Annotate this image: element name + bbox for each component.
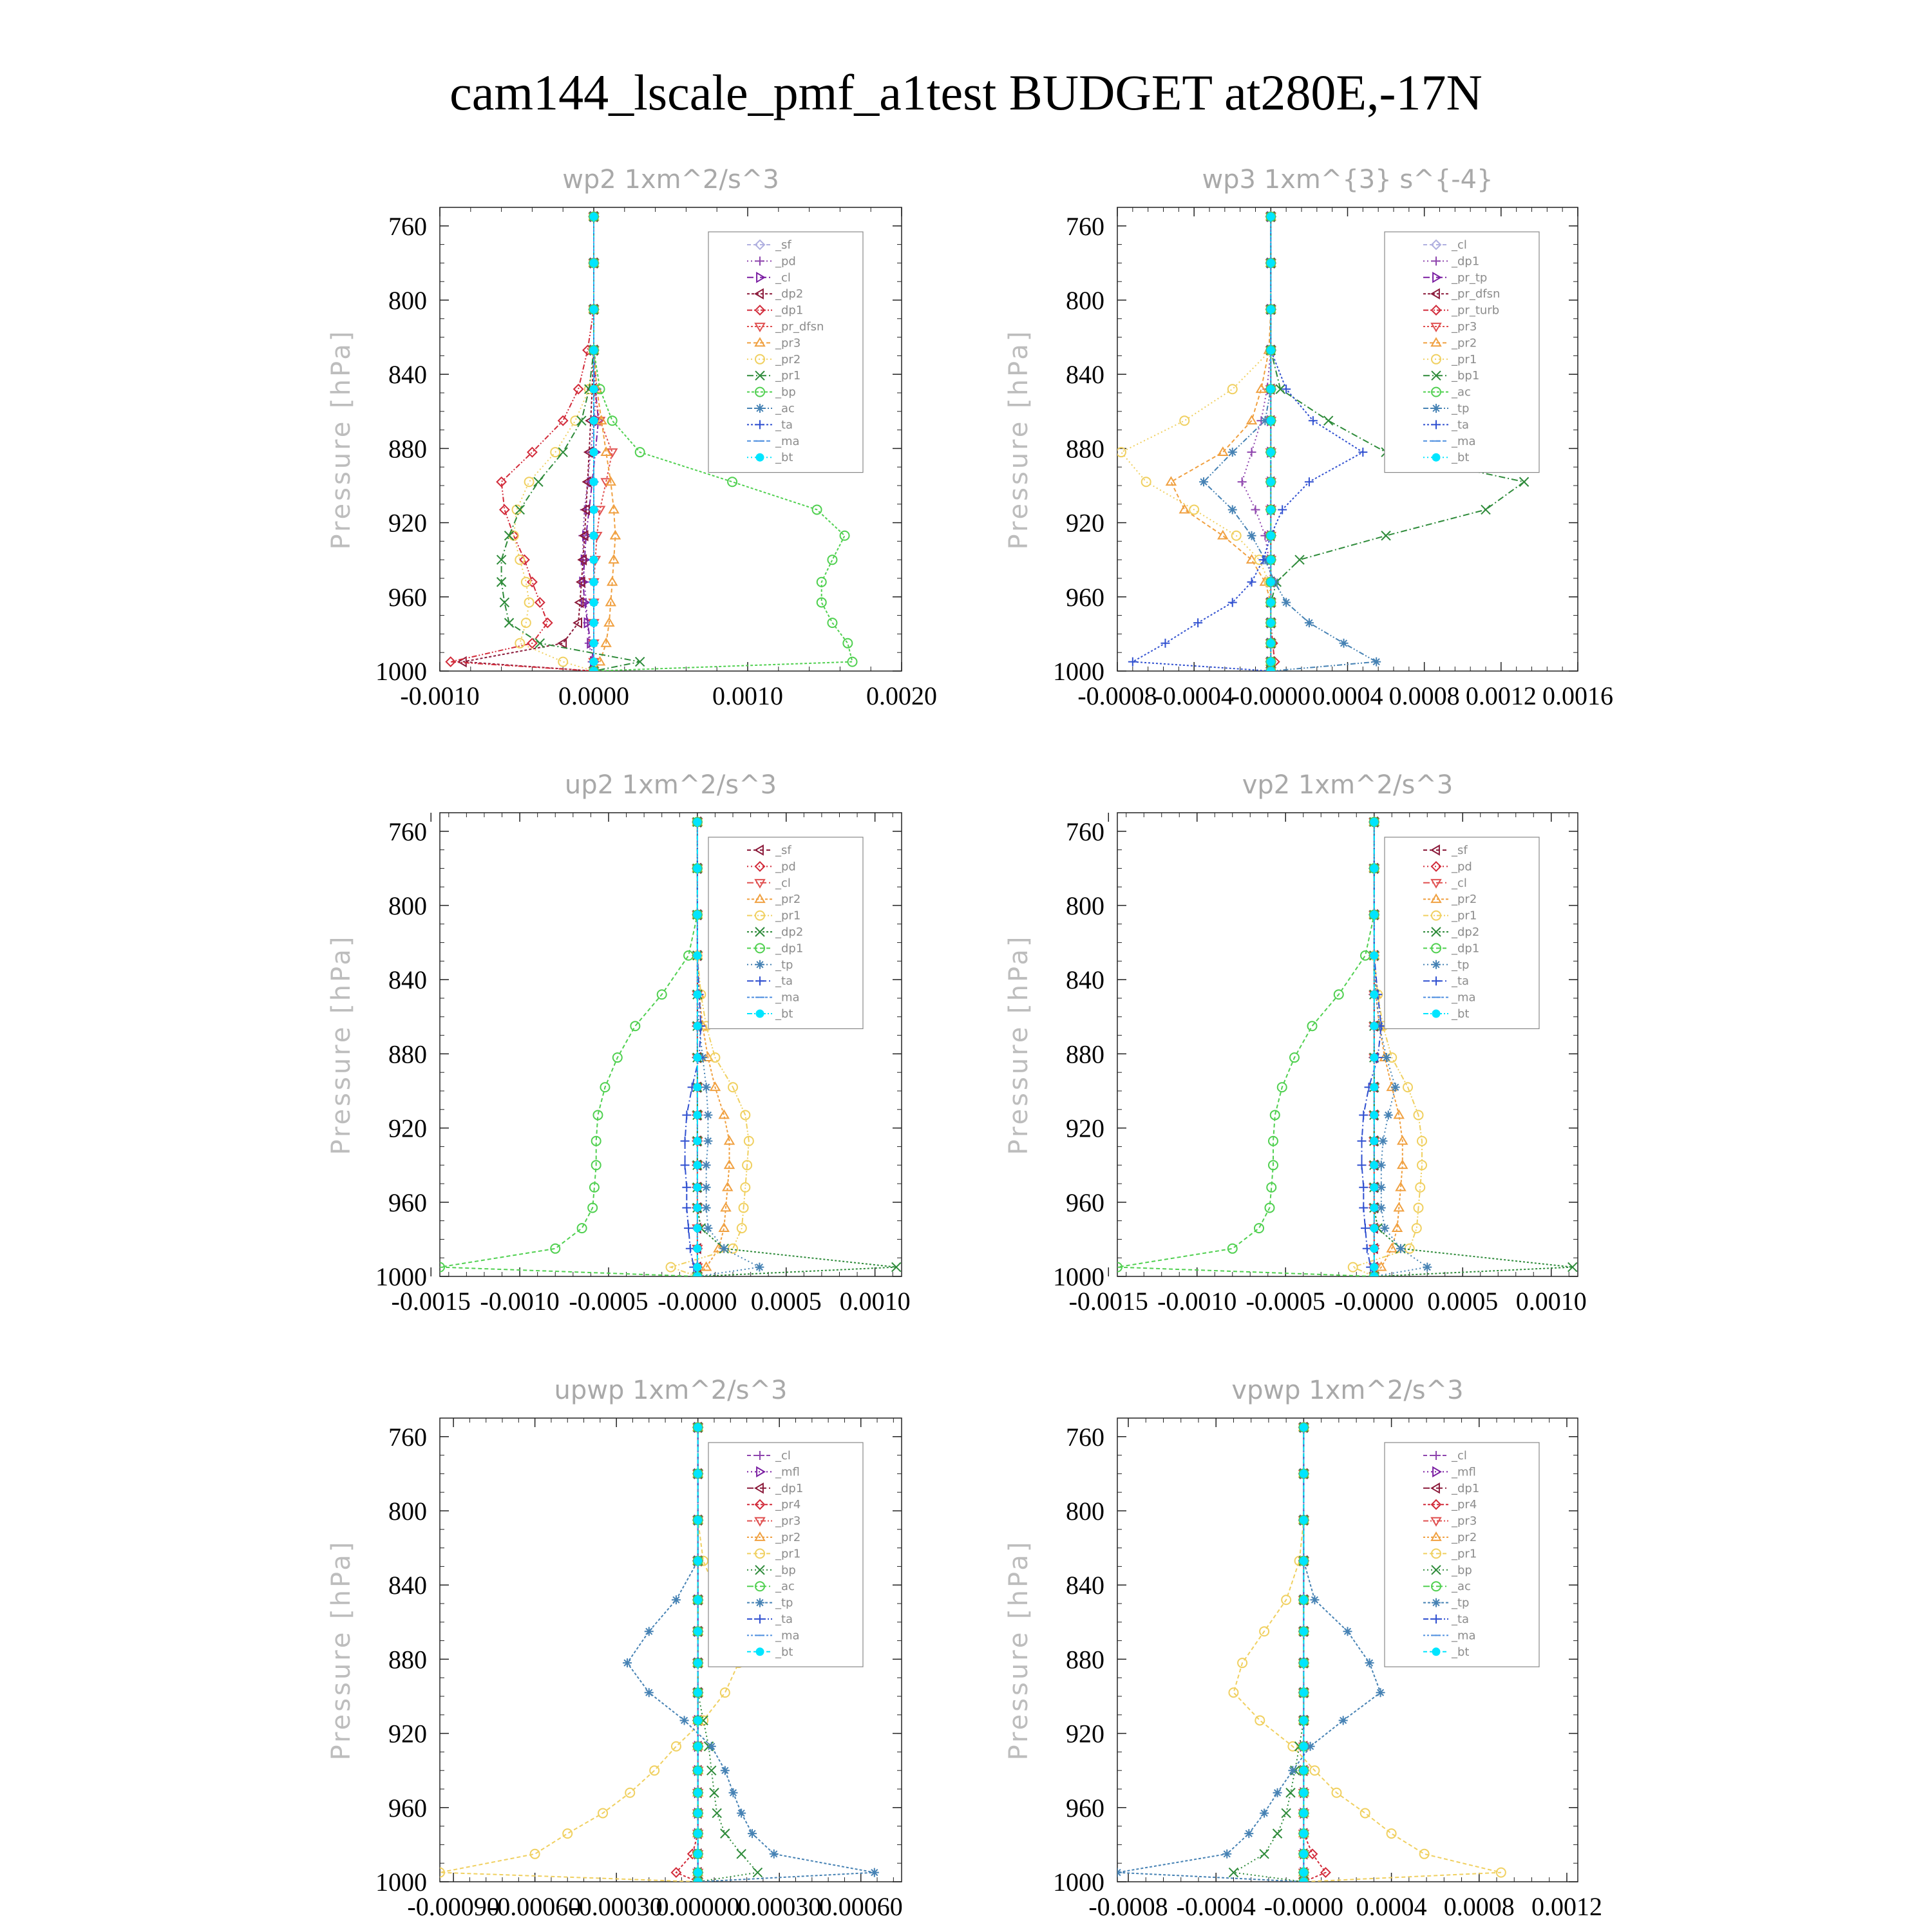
data-point-bt bbox=[694, 1470, 702, 1477]
legend-label: _pr1 bbox=[775, 369, 801, 383]
legend-marker bbox=[755, 404, 764, 413]
data-point-bt bbox=[694, 952, 701, 960]
data-point-bt bbox=[1370, 1137, 1378, 1145]
legend bbox=[1385, 232, 1539, 473]
x-tick-label: 0.0008 bbox=[1388, 681, 1460, 710]
legend-label: _pd bbox=[1452, 860, 1472, 874]
x-tick-label: 0.0020 bbox=[866, 681, 937, 710]
legend-label: _pr2 bbox=[1452, 336, 1477, 350]
x-tick-label: -0.0010 bbox=[1157, 1287, 1237, 1316]
y-tick-label: 880 bbox=[388, 1645, 427, 1674]
x-tick-label: 0.00060 bbox=[819, 1892, 903, 1921]
data-point-tp bbox=[1343, 1627, 1352, 1636]
data-point-bt bbox=[590, 417, 598, 424]
y-tick-label: 840 bbox=[1066, 360, 1104, 390]
x-tick-label: -0.00030 bbox=[570, 1892, 663, 1921]
data-point-bt bbox=[694, 1264, 701, 1271]
legend-label: _ta bbox=[1452, 974, 1470, 989]
data-point-tp bbox=[1379, 1137, 1388, 1146]
data-point-bt bbox=[694, 1743, 702, 1750]
data-point-bt bbox=[1370, 1245, 1378, 1253]
y-tick-label: 920 bbox=[388, 1719, 427, 1748]
data-point-bt bbox=[1300, 1689, 1307, 1696]
data-point-bt bbox=[1267, 305, 1274, 313]
y-tick-label: 800 bbox=[388, 286, 427, 315]
panel-title: vp2 1xm^2/s^3 bbox=[1242, 770, 1454, 800]
legend-label: _ac bbox=[1452, 385, 1471, 399]
legend-label: _dp2 bbox=[1452, 925, 1480, 939]
data-point-bt bbox=[590, 619, 598, 627]
legend-label: _mfl bbox=[1452, 1465, 1476, 1479]
legend-label: _tp bbox=[1452, 402, 1470, 415]
data-point-bt bbox=[1370, 864, 1378, 872]
y-tick-label: 920 bbox=[1066, 1113, 1104, 1143]
legend-label: _pr2 bbox=[1452, 893, 1477, 907]
data-point-bt bbox=[1300, 1596, 1307, 1604]
data-point-bt bbox=[1300, 1850, 1307, 1858]
data-point-bt bbox=[694, 1161, 701, 1169]
legend-label: _pr2 bbox=[775, 1531, 801, 1544]
y-tick-label: 1000 bbox=[1053, 1868, 1104, 1897]
data-point-bt bbox=[590, 639, 598, 647]
x-tick-label: -0.0004 bbox=[1154, 681, 1234, 710]
legend-label: _pr1 bbox=[775, 909, 801, 923]
legend-label: _dp2 bbox=[775, 925, 804, 939]
y-tick-label: 920 bbox=[388, 1113, 427, 1143]
legend-label: _bt bbox=[1452, 451, 1470, 465]
legend-label: _dp1 bbox=[1452, 254, 1480, 269]
legend-marker bbox=[1432, 453, 1440, 461]
y-tick-label: 960 bbox=[388, 1793, 427, 1823]
data-point-bt bbox=[1370, 1264, 1378, 1271]
legend-label: _pd bbox=[775, 254, 796, 269]
legend-label: _mfl bbox=[775, 1465, 800, 1479]
legend-label: _cl bbox=[775, 270, 791, 285]
y-tick-label: 840 bbox=[1066, 965, 1104, 995]
y-tick-label: 760 bbox=[1066, 1422, 1104, 1452]
y-tick-label: 960 bbox=[388, 1188, 427, 1217]
legend-marker bbox=[1432, 1648, 1440, 1656]
data-point-tp bbox=[729, 1788, 738, 1797]
data-point-bt bbox=[694, 1766, 702, 1774]
x-tick-label: -0.00060 bbox=[488, 1892, 582, 1921]
panel-title: up2 1xm^2/s^3 bbox=[564, 770, 777, 800]
y-tick-label: 760 bbox=[388, 1422, 427, 1452]
legend-label: _pr1 bbox=[1452, 909, 1477, 923]
y-tick-label: 880 bbox=[388, 434, 427, 464]
legend-marker bbox=[755, 1598, 764, 1607]
y-tick-label: 880 bbox=[1066, 434, 1104, 464]
data-point-bt bbox=[590, 213, 598, 220]
y-axis-label: Pressure [hPa] bbox=[327, 1539, 356, 1761]
legend-label: _pr_turb bbox=[1452, 303, 1500, 317]
legend-label: _tp bbox=[1452, 1596, 1470, 1610]
data-point-bt bbox=[694, 990, 701, 998]
data-point-bt bbox=[1267, 448, 1274, 456]
data-point-bt bbox=[1267, 598, 1274, 606]
legend-label: _ma bbox=[1452, 434, 1476, 448]
data-point-bt bbox=[1267, 259, 1274, 267]
data-point-bt bbox=[1267, 578, 1274, 586]
data-point-tp bbox=[1391, 1083, 1400, 1092]
figure-title: cam144_lscale_pmf_a1test BUDGET at280E,-17N bbox=[450, 64, 1482, 120]
panel-title: wp3 1xm^{3} s^{-4} bbox=[1202, 165, 1493, 194]
data-point-bt bbox=[1370, 1083, 1378, 1091]
data-point-bt bbox=[694, 1557, 702, 1565]
data-point-tp bbox=[1380, 1224, 1389, 1233]
data-point-bt bbox=[1267, 213, 1274, 220]
data-point-bt bbox=[694, 1809, 702, 1817]
legend bbox=[708, 837, 863, 1028]
data-point-bt bbox=[694, 864, 701, 872]
data-point-bt bbox=[590, 556, 598, 564]
legend-label: _ta bbox=[775, 974, 793, 989]
legend-label: _pr2 bbox=[775, 352, 801, 366]
y-axis-label: Pressure [hPa] bbox=[327, 934, 356, 1155]
data-point-tp bbox=[1382, 1053, 1391, 1062]
y-tick-label: 800 bbox=[1066, 891, 1104, 920]
data-point-bt bbox=[1370, 1184, 1378, 1191]
data-point-bt bbox=[590, 506, 598, 513]
data-point-tp bbox=[1339, 1716, 1348, 1725]
legend-label: _ma bbox=[775, 434, 800, 448]
data-point-bt bbox=[590, 532, 598, 540]
data-point-bt bbox=[1300, 1516, 1307, 1524]
data-point-bt bbox=[694, 1137, 701, 1145]
data-point-bt bbox=[590, 305, 598, 313]
legend-label: _sf bbox=[1452, 844, 1468, 857]
data-point-bt bbox=[694, 1083, 701, 1091]
legend-marker bbox=[756, 1648, 764, 1656]
x-tick-label: 0.0008 bbox=[1443, 1892, 1515, 1921]
legend-label: _bt bbox=[1452, 1645, 1470, 1659]
data-point-bt bbox=[694, 1659, 702, 1667]
data-point-bt bbox=[694, 1516, 702, 1524]
data-point-tp bbox=[680, 1716, 689, 1725]
legend-label: _pr2 bbox=[775, 893, 801, 907]
data-point-tp bbox=[672, 1595, 681, 1604]
legend-label: _pr1 bbox=[1452, 352, 1477, 366]
y-tick-label: 960 bbox=[1066, 1793, 1104, 1823]
data-point-tp bbox=[737, 1808, 746, 1817]
y-tick-label: 800 bbox=[388, 891, 427, 920]
data-point-tp bbox=[1423, 1263, 1432, 1272]
data-point-tp bbox=[1288, 1766, 1297, 1775]
legend-marker bbox=[1432, 1010, 1440, 1018]
data-point-bt bbox=[1300, 1869, 1307, 1877]
data-point-bt bbox=[1300, 1830, 1307, 1837]
panel-title: vpwp 1xm^2/s^3 bbox=[1231, 1376, 1464, 1405]
data-point-bt bbox=[1267, 506, 1274, 513]
legend-marker bbox=[756, 1010, 764, 1018]
x-tick-label: -0.0015 bbox=[391, 1287, 471, 1316]
y-tick-label: 800 bbox=[1066, 286, 1104, 315]
legend-label: _ma bbox=[1452, 1629, 1476, 1643]
data-point-bt bbox=[1370, 1111, 1378, 1119]
legend-label: _sf bbox=[775, 844, 791, 857]
y-axis-label: Pressure [hPa] bbox=[1004, 934, 1034, 1155]
data-point-bt bbox=[1267, 639, 1274, 647]
x-tick-label: -0.0015 bbox=[1068, 1287, 1148, 1316]
legend-label: _tp bbox=[1452, 958, 1470, 972]
legend-label: _dp1 bbox=[775, 1481, 804, 1495]
data-point-bt bbox=[1267, 346, 1274, 354]
y-tick-label: 1000 bbox=[375, 1868, 427, 1897]
legend-label: _cl bbox=[1452, 1449, 1467, 1463]
data-point-bt bbox=[1370, 1161, 1378, 1169]
x-tick-label: -0.0005 bbox=[1245, 1287, 1325, 1316]
legend-label: _tp bbox=[775, 958, 793, 972]
y-tick-label: 880 bbox=[1066, 1645, 1104, 1674]
legend-label: _bt bbox=[775, 451, 793, 465]
data-point-bt bbox=[1370, 1054, 1378, 1061]
y-tick-label: 760 bbox=[1066, 817, 1104, 846]
x-tick-label: -0.0005 bbox=[569, 1287, 649, 1316]
data-point-bt bbox=[1300, 1789, 1307, 1797]
x-tick-label: 0.0004 bbox=[1356, 1892, 1427, 1921]
legend-label: _pr3 bbox=[775, 1514, 801, 1528]
data-point-bt bbox=[1300, 1743, 1307, 1750]
legend-label: _ac bbox=[775, 402, 795, 415]
y-tick-label: 1000 bbox=[1053, 657, 1104, 686]
data-point-bt bbox=[590, 658, 598, 666]
legend-label: _ac bbox=[775, 1580, 795, 1594]
data-point-bt bbox=[1300, 1557, 1307, 1565]
y-axis-label: Pressure [hPa] bbox=[327, 328, 356, 550]
x-tick-label: -0.0008 bbox=[1088, 1892, 1168, 1921]
y-tick-label: 960 bbox=[388, 582, 427, 612]
legend-label: _pr2 bbox=[1452, 1531, 1477, 1544]
y-tick-label: 760 bbox=[1066, 211, 1104, 241]
legend-label: _sf bbox=[775, 238, 791, 252]
data-point-bt bbox=[1370, 990, 1378, 998]
data-point-bt bbox=[694, 1830, 702, 1837]
legend-label: _bp bbox=[775, 1563, 796, 1577]
data-point-bt bbox=[590, 346, 598, 354]
data-point-bt bbox=[694, 1789, 702, 1797]
y-tick-label: 760 bbox=[388, 817, 427, 846]
y-tick-label: 800 bbox=[388, 1497, 427, 1526]
legend bbox=[708, 1443, 863, 1667]
x-tick-label: -0.0000 bbox=[658, 1287, 737, 1316]
x-tick-label: 0.00000 bbox=[656, 1892, 740, 1921]
legend-marker bbox=[1432, 404, 1441, 413]
data-point-bt bbox=[694, 1224, 701, 1232]
legend-label: _dp2 bbox=[775, 287, 804, 301]
legend-label: _dp1 bbox=[775, 942, 804, 956]
x-tick-label: -0.0000 bbox=[1231, 681, 1311, 710]
data-point-tp bbox=[1365, 1658, 1374, 1667]
x-tick-label: 0.0000 bbox=[558, 681, 629, 710]
data-point-tp bbox=[1260, 1808, 1269, 1817]
data-point-tp bbox=[1310, 1595, 1319, 1604]
y-tick-label: 840 bbox=[1066, 1571, 1104, 1600]
x-tick-label: -0.0008 bbox=[1077, 681, 1157, 710]
legend-label: _pr_dfsn bbox=[775, 320, 824, 334]
data-point-bt bbox=[1300, 1470, 1307, 1477]
legend-label: _bp1 bbox=[1452, 369, 1480, 383]
legend-label: _dp1 bbox=[1452, 1481, 1480, 1495]
data-point-bt bbox=[1267, 658, 1274, 666]
data-point-bt bbox=[1300, 1809, 1307, 1817]
data-point-tp bbox=[1273, 1788, 1282, 1797]
data-point-bt bbox=[694, 911, 701, 918]
data-point-bt bbox=[694, 1022, 701, 1030]
y-tick-label: 960 bbox=[1066, 582, 1104, 612]
data-point-bt bbox=[1300, 1627, 1307, 1635]
legend-label: _ma bbox=[775, 990, 800, 1005]
data-point-bt bbox=[694, 1184, 701, 1191]
legend-label: _cl bbox=[1452, 876, 1467, 890]
panel-title: wp2 1xm^2/s^3 bbox=[562, 165, 779, 194]
x-tick-label: -0.0010 bbox=[400, 681, 480, 710]
x-tick-label: 0.0010 bbox=[1515, 1287, 1587, 1316]
x-tick-label: 0.0012 bbox=[1531, 1892, 1602, 1921]
legend-label: _ac bbox=[1452, 1580, 1471, 1594]
data-point-bt bbox=[1370, 1224, 1378, 1232]
legend-label: _bt bbox=[775, 1645, 793, 1659]
data-point-bt bbox=[694, 1850, 702, 1858]
legend-label: _ma bbox=[1452, 990, 1476, 1005]
legend-label: _tp bbox=[775, 1596, 793, 1610]
data-point-bt bbox=[694, 1054, 701, 1061]
legend-label: _pr3 bbox=[1452, 320, 1477, 334]
data-point-bt bbox=[694, 1869, 702, 1877]
legend-label: _bt bbox=[775, 1007, 793, 1021]
data-point-bt bbox=[1370, 1204, 1378, 1211]
data-point-bt bbox=[694, 1204, 701, 1211]
data-point-bt bbox=[1300, 1716, 1307, 1724]
legend-label: _pd bbox=[775, 860, 796, 874]
y-tick-label: 1000 bbox=[375, 657, 427, 686]
data-point-bt bbox=[1267, 619, 1274, 627]
legend-label: _dp1 bbox=[1452, 942, 1480, 956]
x-tick-label: 0.00030 bbox=[737, 1892, 822, 1921]
legend-marker bbox=[1432, 1598, 1441, 1607]
data-point-bt bbox=[590, 578, 598, 586]
data-point-bt bbox=[1300, 1766, 1307, 1774]
data-point-bt bbox=[694, 1423, 702, 1431]
legend-label: _pr3 bbox=[1452, 1514, 1477, 1528]
x-tick-label: 0.0010 bbox=[839, 1287, 911, 1316]
data-point-bt bbox=[1370, 818, 1378, 826]
x-tick-label: -0.0000 bbox=[1264, 1892, 1344, 1921]
data-point-bt bbox=[1370, 911, 1378, 918]
y-tick-label: 880 bbox=[388, 1039, 427, 1069]
data-point-bt bbox=[694, 1689, 702, 1696]
legend-label: _bp bbox=[1452, 1563, 1472, 1577]
panel-title: upwp 1xm^2/s^3 bbox=[554, 1376, 788, 1405]
data-point-bt bbox=[694, 1596, 702, 1604]
legend-label: _pr1 bbox=[775, 1547, 801, 1561]
data-point-bt bbox=[590, 448, 598, 456]
legend-label: _ta bbox=[775, 418, 793, 432]
data-point-bt bbox=[1267, 478, 1274, 486]
y-tick-label: 1000 bbox=[375, 1262, 427, 1291]
legend-marker bbox=[756, 453, 764, 461]
legend-label: _pr_tp bbox=[1452, 270, 1488, 285]
legend-label: _bt bbox=[1452, 1007, 1470, 1021]
data-point-bt bbox=[590, 478, 598, 486]
legend-label: _pr3 bbox=[775, 336, 801, 350]
x-tick-label: 0.0005 bbox=[750, 1287, 822, 1316]
x-tick-label: 0.0016 bbox=[1542, 681, 1613, 710]
y-tick-label: 920 bbox=[1066, 1719, 1104, 1748]
legend-label: _pr4 bbox=[1452, 1498, 1477, 1512]
legend-label: _cl bbox=[1452, 238, 1467, 252]
data-point-bt bbox=[1267, 385, 1274, 393]
legend bbox=[1385, 837, 1539, 1028]
data-point-bt bbox=[590, 385, 598, 393]
data-point-bt bbox=[694, 1111, 701, 1119]
data-point-tp bbox=[748, 1829, 757, 1838]
legend-label: _pr4 bbox=[775, 1498, 801, 1512]
legend bbox=[708, 232, 863, 473]
y-tick-label: 840 bbox=[388, 965, 427, 995]
y-axis-label: Pressure [hPa] bbox=[1004, 328, 1034, 550]
x-tick-label: -0.0000 bbox=[1334, 1287, 1414, 1316]
data-point-bt bbox=[1370, 952, 1378, 960]
y-tick-label: 920 bbox=[388, 508, 427, 538]
x-tick-label: -0.0010 bbox=[480, 1287, 560, 1316]
x-tick-label: -0.0004 bbox=[1176, 1892, 1256, 1921]
data-point-bt bbox=[1267, 417, 1274, 424]
legend-label: _ma bbox=[775, 1629, 800, 1643]
legend-label: _pr_dfsn bbox=[1452, 287, 1501, 301]
y-tick-label: 840 bbox=[388, 1571, 427, 1600]
data-point-bt bbox=[590, 598, 598, 606]
y-tick-label: 760 bbox=[388, 211, 427, 241]
x-tick-label: 0.0004 bbox=[1312, 681, 1383, 710]
data-point-bt bbox=[1300, 1659, 1307, 1667]
x-tick-label: 0.0005 bbox=[1427, 1287, 1499, 1316]
x-tick-label: 0.0010 bbox=[712, 681, 783, 710]
data-point-bt bbox=[1300, 1423, 1307, 1431]
legend-label: _ta bbox=[1452, 418, 1470, 432]
data-point-bt bbox=[694, 1245, 701, 1253]
legend-label: _bp bbox=[775, 385, 796, 399]
y-tick-label: 800 bbox=[1066, 1497, 1104, 1526]
data-point-tp bbox=[1228, 505, 1237, 514]
legend bbox=[1385, 1443, 1539, 1667]
data-point-tp bbox=[755, 1263, 764, 1272]
y-axis-label: Pressure [hPa] bbox=[1004, 1539, 1034, 1761]
y-tick-label: 840 bbox=[388, 360, 427, 390]
legend-label: _dp1 bbox=[775, 303, 804, 317]
data-point-bt bbox=[694, 818, 701, 826]
x-tick-label: -0.00090 bbox=[407, 1892, 500, 1921]
legend-label: _cl bbox=[775, 1449, 791, 1463]
y-tick-label: 1000 bbox=[1053, 1262, 1104, 1291]
legend-label: _ta bbox=[775, 1613, 793, 1626]
legend-label: _ta bbox=[1452, 1613, 1470, 1626]
data-point-bt bbox=[1267, 532, 1274, 540]
y-tick-label: 880 bbox=[1066, 1039, 1104, 1069]
y-tick-label: 960 bbox=[1066, 1188, 1104, 1217]
legend-label: _pr1 bbox=[1452, 1547, 1477, 1561]
data-point-tp bbox=[1376, 1688, 1385, 1697]
data-point-tp bbox=[721, 1766, 730, 1775]
data-point-bt bbox=[694, 1716, 702, 1724]
legend-label: _cl bbox=[775, 876, 791, 890]
data-point-bt bbox=[694, 1627, 702, 1635]
data-point-bt bbox=[1370, 1022, 1378, 1030]
y-tick-label: 920 bbox=[1066, 508, 1104, 538]
x-tick-label: 0.0012 bbox=[1465, 681, 1537, 710]
data-point-bt bbox=[590, 259, 598, 267]
data-point-bt bbox=[1267, 556, 1274, 564]
